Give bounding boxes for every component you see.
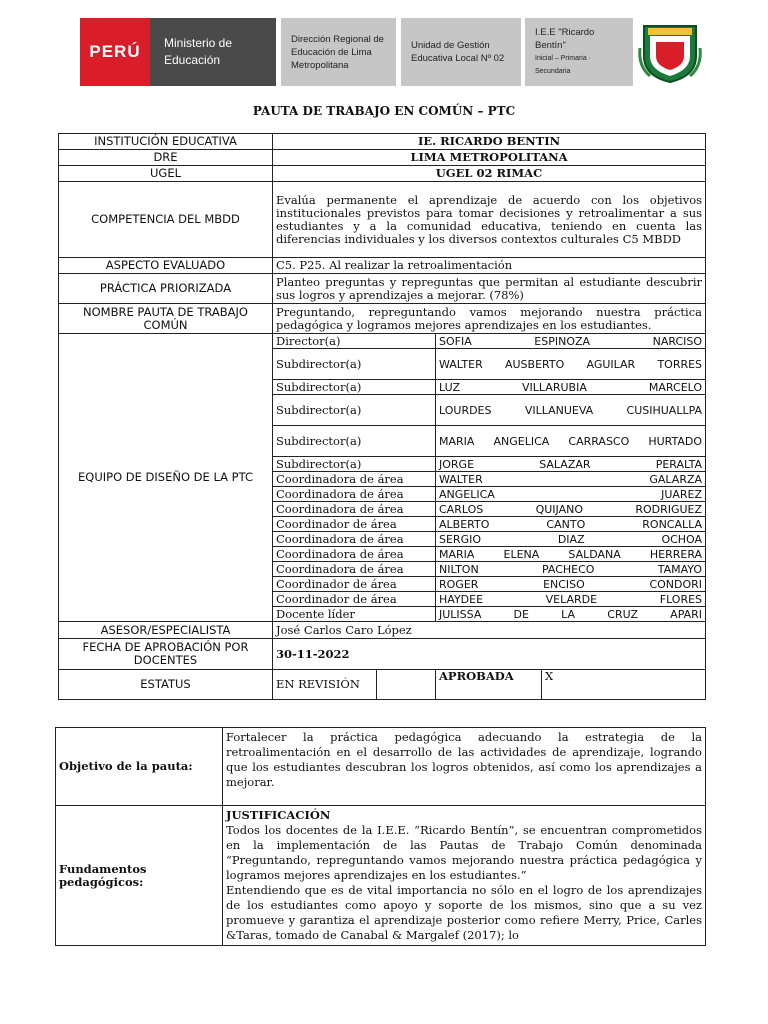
- team-role: Coordinadora de área: [273, 502, 436, 517]
- estatus-label: ESTATUS: [59, 670, 273, 700]
- fundamentos-body: [223, 806, 706, 946]
- fundamentos-label: Fundamentos pedagógicos:: [56, 806, 223, 946]
- dre-banner: [281, 18, 396, 86]
- team-member-name: WALTER AUSBERTO AGUILAR TORRES: [436, 349, 706, 380]
- team-role: Subdirector(a): [273, 349, 436, 380]
- team-member-name: SOFIA ESPINOZA NARCISO: [436, 334, 706, 349]
- comp-label: COMPETENCIA DEL MBDD: [59, 182, 273, 258]
- justificacion-p2: Entendiendo que es de vital importancia no sólo en el logro de los aprendizajes de los estudiantes como apoyo y soporte de los mismos, sino que a su vez promueve y garantiza el aprendizaje posterior como refiere Merry, Price, Carles &Taras, tomado de Canabal & Margalef (2017); lo: [226, 883, 702, 942]
- team-role: Subdirector(a): [273, 426, 436, 457]
- asesor-label: ASESOR/ESPECIALISTA: [59, 622, 273, 639]
- nombre-label: NOMBRE PAUTA DE TRABAJO COMÚN: [59, 304, 273, 334]
- equipo-label: EQUIPO DE DISEÑO DE LA PTC: [59, 334, 273, 622]
- practica-value: Planteo preguntas y repreguntas que permitan al estudiante descubrir sus logros y aprendizajes a mejorar. (78%): [273, 274, 706, 304]
- aspecto-value: C5. P25. Al realizar la retroalimentación: [273, 258, 706, 274]
- team-row: [59, 334, 706, 349]
- team-member-name: LUZ VILLARUBIA MARCELO: [436, 380, 706, 395]
- asesor-value: José Carlos Caro López: [273, 622, 706, 639]
- estatus-revision: EN REVISIÓN: [273, 670, 377, 700]
- justificacion-heading: JUSTIFICACIÓN: [226, 808, 331, 822]
- objetivo-table: [55, 727, 706, 946]
- ugel-label: UGEL: [59, 166, 273, 182]
- ugel-banner: [401, 18, 521, 86]
- team-member-name: CARLOS QUIJANO RODRIGUEZ: [436, 502, 706, 517]
- iee-banner: [525, 18, 633, 86]
- team-role: Coordinador de área: [273, 517, 436, 532]
- dre-label: DRE: [59, 150, 273, 166]
- practica-label: PRÁCTICA PRIORIZADA: [59, 274, 273, 304]
- nombre-value: Preguntando, repreguntando vamos mejorando nuestra práctica pedagógica y logramos mejores aprendizajes en los estudiantes.: [273, 304, 706, 334]
- team-member-name: ALBERTO CANTO RONCALLA: [436, 517, 706, 532]
- team-member-name: HAYDEE VELARDE FLORES: [436, 592, 706, 607]
- justificacion-p1: Todos los docentes de la I.E.E. “Ricardo Bentín”, se encuentran comprometidos en la implementación de las Pautas de Trabajo Común denominada “Preguntando, repreguntando vamos mejorando nuestra práctica pedagógica y logramos mejores aprendizajes en los estudiantes.”: [226, 823, 702, 882]
- ugel-value: UGEL 02 RIMAC: [273, 166, 706, 182]
- team-member-name: MARIA ELENA SALDANA HERRERA: [436, 547, 706, 562]
- team-member-name: NILTON PACHECO TAMAYO: [436, 562, 706, 577]
- ptc-info-table: [58, 133, 706, 700]
- team-role: Coordinador de área: [273, 577, 436, 592]
- team-role: Subdirector(a): [273, 457, 436, 472]
- peru-logo: PERÚ: [80, 18, 150, 86]
- school-shield-icon: [636, 18, 704, 84]
- team-member-name: WALTER GALARZA: [436, 472, 706, 487]
- team-role: Coordinadora de área: [273, 472, 436, 487]
- team-role: Coordinadora de área: [273, 547, 436, 562]
- inst-value: IE. RICARDO BENTIN: [273, 134, 706, 150]
- ministerio-logo: [150, 18, 276, 86]
- objetivo-label: Objetivo de la pauta:: [56, 728, 223, 806]
- team-role: Director(a): [273, 334, 436, 349]
- team-member-name: JULISSA DE LA CRUZ APARI: [436, 607, 706, 622]
- fecha-label: FECHA DE APROBACIÓN POR DOCENTES: [59, 639, 273, 670]
- inst-label: INSTITUCIÓN EDUCATIVA: [59, 134, 273, 150]
- team-member-name: LOURDES VILLANUEVA CUSIHUALLPA: [436, 395, 706, 426]
- team-role: Coordinador de área: [273, 592, 436, 607]
- dre-value: LIMA METROPOLITANA: [273, 150, 706, 166]
- fecha-value: 30-11-2022: [273, 639, 706, 670]
- team-member-name: MARIA ANGELICA CARRASCO HURTADO: [436, 426, 706, 457]
- ugel-banner-text: Unidad de Gestión Educativa Local Nº 02: [411, 40, 505, 64]
- team-member-name: SERGIO DIAZ OCHOA: [436, 532, 706, 547]
- team-role: Subdirector(a): [273, 380, 436, 395]
- team-member-name: JORGE SALAZAR PERALTA: [436, 457, 706, 472]
- team-role: Docente líder: [273, 607, 436, 622]
- iee-name: I.E.E "Ricardo Bentín": [535, 27, 595, 51]
- team-role: Coordinadora de área: [273, 562, 436, 577]
- iee-levels: Inicial – Primaria · Secundaria: [535, 55, 592, 75]
- team-member-name: ROGER ENCISO CONDORI: [436, 577, 706, 592]
- team-member-name: ANGELICA JUAREZ: [436, 487, 706, 502]
- dre-banner-text: Dirección Regional de Educación de Lima Metropolitana: [291, 33, 384, 71]
- team-role: Subdirector(a): [273, 395, 436, 426]
- estatus-blank: [377, 670, 436, 700]
- document-title: PAUTA DE TRABAJO EN COMÚN – PTC: [252, 104, 516, 118]
- estatus-aprobada: APROBADA: [436, 670, 542, 700]
- comp-value: Evalúa permanente el aprendizaje de acuerdo con los objetivos institucionales previstos para tomar decisiones y retroalimentar a sus estudiantes y a la comunidad educativa, teniendo en cuenta las diferencias individuales y los diversos contextos culturales C5 MBDD: [273, 182, 706, 258]
- aspecto-label: ASPECTO EVALUADO: [59, 258, 273, 274]
- team-role: Coordinadora de área: [273, 487, 436, 502]
- objetivo-value: Fortalecer la práctica pedagógica adecuando la estrategia de la retroalimentación en el desarrollo de las actividades de aprendizaje, logrando que los estudiantes descubran los logros obtenidos, así como los aprendizajes a mejorar.: [223, 728, 706, 806]
- estatus-mark: X: [542, 670, 706, 700]
- team-role: Coordinadora de área: [273, 532, 436, 547]
- ministerio-text: Ministerio de Educación: [164, 36, 233, 67]
